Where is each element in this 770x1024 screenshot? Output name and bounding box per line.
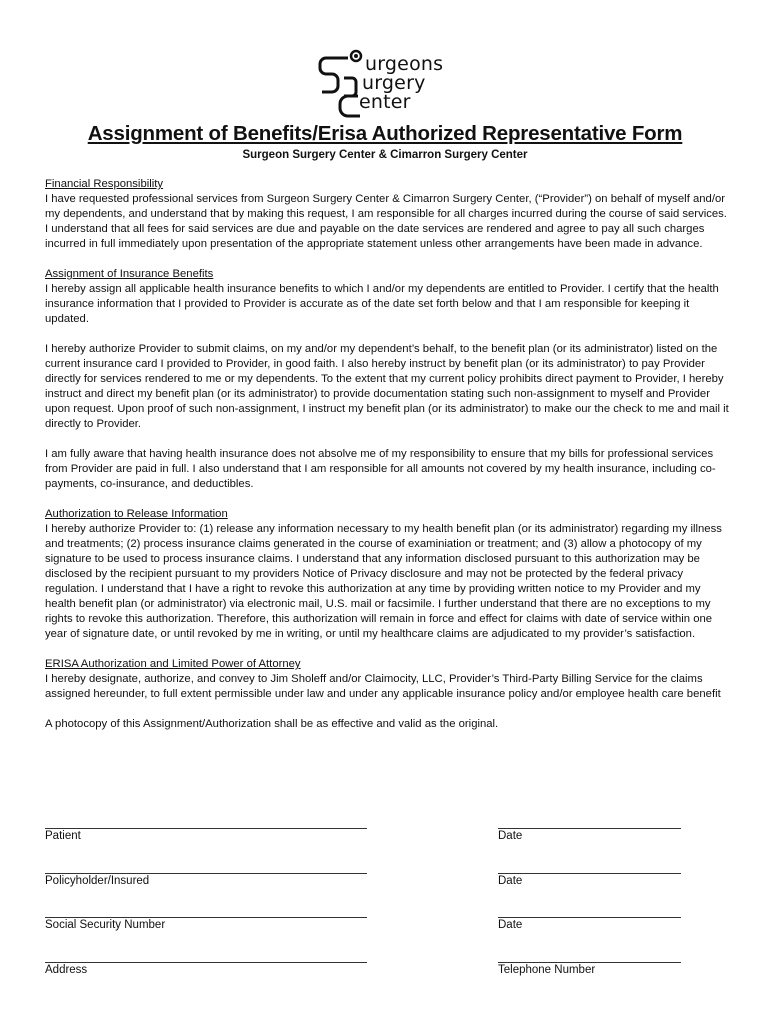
logo-word-center: enter — [359, 91, 411, 113]
telephone-label: Telephone Number — [498, 964, 596, 976]
telephone-line[interactable] — [498, 962, 681, 963]
assignment-paragraph-2: I hereby authorize Provider to submit claims, on my and/or my dependent’s behalf, to the benefit plan (or its administrator) listed on the current insurance card I provided to Provider, in good faith. I also hereby instruct by benefit plan (or its administrator) to pay Provider directly for services rendered to me or my dependents. To the extent that my current policy prohibits direct payment to Provider, I hereby instruct and direct my benefit plan (or its administrator) to provide documentation stating such non-assignment to myself and Provider upon request. Upon proof of such non-assignment, I instruct my benefit plan (or its administrator) to make our the check to me and mail it directly to Provider. — [45, 343, 729, 430]
surgeons-surgery-center-logo — [318, 48, 458, 118]
patient-date-line[interactable] — [498, 828, 681, 829]
erisa-authorization-paragraph: I hereby designate, authorize, and convey to Jim Sholeff and/or Claimocity, LLC, Provider’s Third-Party Billing Service for the claims assigned hereunder, to full extent permissible under law and under any applicable insurance policy and/or employee health care benefit — [45, 673, 721, 700]
policyholder-date-line[interactable] — [498, 873, 681, 874]
policyholder-signature-line[interactable] — [45, 873, 367, 874]
patient-date-label: Date — [498, 830, 523, 842]
financial-responsibility-paragraph: I have requested professional services from Surgeon Surgery Center & Cimarron Surgery Center, (“Provider”) on behalf of myself and/or my dependents, and understand that by making this request, I am responsible for all charges incurred during the course of said services. I understand that all fees for said services are due and payable on the date services are rendered and agree to pay all such charges incurred in full immediately upon presentation of the appropriate statement unless other arrangements have been made in advance. — [45, 193, 727, 250]
ssn-date-label: Date — [498, 919, 523, 931]
logo-word-surgeons: urgeons — [365, 53, 444, 75]
address-label: Address — [45, 964, 88, 976]
patient-label: Patient — [45, 830, 81, 842]
policyholder-label: Policyholder/Insured — [45, 875, 150, 887]
financial-responsibility-heading: Financial Responsibility — [45, 178, 164, 190]
assignment-of-benefits-heading: Assignment of Insurance Benefits — [45, 268, 214, 280]
release-information-heading: Authorization to Release Information — [45, 508, 228, 520]
erisa-authorization-heading: ERISA Authorization and Limited Power of Attorney — [45, 658, 301, 670]
form-body — [45, 177, 730, 732]
ssn-label: Social Security Number — [45, 919, 166, 931]
assignment-paragraph-3: I am fully aware that having health insurance does not absolve me of my responsibility to ensure that my bills for professional services from Provider are paid in full. I also understand that I am responsible for all amounts not covered by my health insurance, including co-payments, co-insurance, and deductibles. — [45, 448, 716, 490]
logo-word-surgery: urgery — [362, 72, 426, 94]
ssn-date-line[interactable] — [498, 917, 681, 918]
release-information-paragraph: I hereby authorize Provider to: (1) release any information necessary to my health benefit plan (or its administrator) regarding my illness and treatments; (2) process insurance claims generated in the course of examiniation or treatment; and (3) allow a photocopy of my signature to be used to process insurance claims. I understand that any information disclosed pursuant to this authorization may be disclosed by the recipient pursuant to my providers Notice of Privacy disclosure and may not be protected by the federal privacy regulation. I understand that I have a right to revoke this authorization at any time by providing written notice to my Provider and my health benefit plan (or administrator) via electronic mail, U.S. mail or facsimile. I further understand that there are no exceptions to my rights to revoke this authorization. Therefore, this authorization will remain in force and effect for claims with date of service within one year of signature date, or until revoked by me in writing, or until my healthcare claims are adjudicated to my provider’s satisfaction. — [45, 523, 722, 640]
policyholder-date-label: Date — [498, 875, 523, 887]
assignment-paragraph-1: I hereby assign all applicable health insurance benefits to which I and/or my dependents are entitled to Provider. I certify that the health insurance information that I provided to Provider is accurate as of the date set forth below and that I am responsible for keeping it updated. — [45, 283, 719, 325]
address-line[interactable] — [45, 962, 367, 963]
form-subtitle: Surgeon Surgery Center & Cimarron Surgery Center — [242, 149, 528, 161]
logo-s-mark-icon — [318, 48, 364, 118]
ssn-line[interactable] — [45, 917, 367, 918]
patient-signature-line[interactable] — [45, 828, 367, 829]
photocopy-validity-statement: A photocopy of this Assignment/Authorization shall be as effective and valid as the original. — [45, 718, 499, 730]
form-title: Assignment of Benefits/Erisa Authorized Representative Form — [87, 122, 683, 145]
